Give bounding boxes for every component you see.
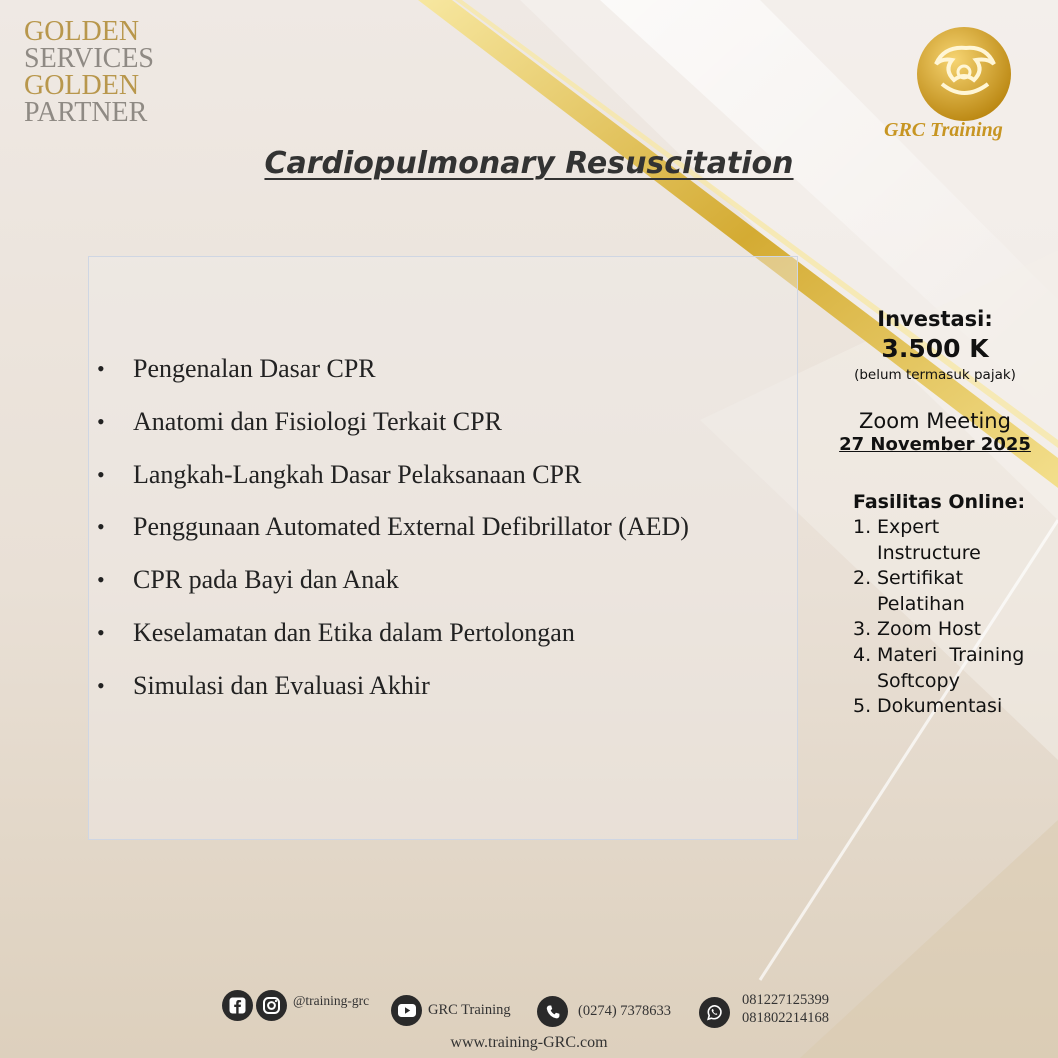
grc-emblem-icon xyxy=(914,24,1014,124)
whatsapp-icon[interactable] xyxy=(699,997,730,1028)
social-handle: @training-grc xyxy=(293,992,370,1008)
phone-icon[interactable] xyxy=(537,996,568,1027)
facility-item xyxy=(853,643,1053,694)
youtube-icon[interactable] xyxy=(391,995,422,1026)
topics-panel xyxy=(88,256,798,840)
topic-item: • Simulasi dan Evaluasi Akhir xyxy=(97,670,689,723)
facility-item xyxy=(853,617,1053,643)
facilities-list xyxy=(853,515,1053,720)
price-info xyxy=(830,306,1040,456)
golden-partner-badge xyxy=(24,18,154,126)
event-mode: Zoom Meeting xyxy=(859,409,1011,433)
investment-price: 3.500 K xyxy=(881,334,989,363)
facilities xyxy=(853,489,1053,720)
youtube-contact[interactable] xyxy=(391,995,511,1026)
topic-item: • Penggunaan Automated External Defibrillator (AED) xyxy=(97,511,689,564)
facility-number: 3. xyxy=(853,618,872,641)
badge-line-3: GOLDEN xyxy=(24,70,140,101)
phone-number: (0274) 7378633 xyxy=(578,1003,672,1019)
social-contact[interactable] xyxy=(222,990,369,1021)
whatsapp-number-2: 081802214168 xyxy=(742,1010,829,1026)
facility-number: 1. xyxy=(853,516,872,538)
logo-name: GRC Training xyxy=(884,119,1003,141)
page-title: Cardiopulmonary Resuscitation xyxy=(264,146,794,181)
facility-text: Materi Training Softcopy xyxy=(877,643,1025,692)
facebook-icon[interactable] xyxy=(222,990,253,1021)
event-date: 27 November 2025 xyxy=(839,434,1031,455)
facility-item xyxy=(853,515,1053,566)
facility-number: 4. xyxy=(853,643,872,666)
facility-text: Zoom Host xyxy=(877,618,982,641)
whatsapp-contact[interactable] xyxy=(699,992,829,1028)
badge-line-4: PARTNER xyxy=(24,97,148,128)
facility-item xyxy=(853,566,1053,617)
investment-label: Investasi: xyxy=(877,307,993,331)
instagram-icon[interactable] xyxy=(256,990,287,1021)
whatsapp-number-1: 081227125399 xyxy=(742,992,829,1008)
tax-note: (belum termasuk pajak) xyxy=(854,367,1016,383)
topic-item: • Anatomi dan Fisiologi Terkait CPR xyxy=(97,406,689,459)
youtube-channel: GRC Training xyxy=(428,1002,511,1018)
facility-text: Sertifikat Pelatihan xyxy=(877,567,965,615)
facility-item xyxy=(853,694,1053,720)
topic-item: • Keselamatan dan Etika dalam Pertolongan xyxy=(97,617,689,670)
facility-number: 2. xyxy=(853,567,872,590)
topic-item: • Langkah-Langkah Dasar Pelaksanaan CPR xyxy=(97,459,689,512)
facility-text: Dokumentasi xyxy=(877,695,1003,718)
whatsapp-numbers xyxy=(742,991,829,1027)
phone-contact[interactable] xyxy=(537,996,671,1027)
facilities-title: Fasilitas Online: xyxy=(853,491,1026,513)
topic-list xyxy=(97,353,689,723)
facility-text: Expert Instructure xyxy=(877,516,981,564)
topic-item: • Pengenalan Dasar CPR xyxy=(97,353,689,406)
website-link[interactable]: www.training-GRC.com xyxy=(450,1034,608,1051)
topic-item: • CPR pada Bayi dan Anak xyxy=(97,564,689,617)
badge-line-1: GOLDEN xyxy=(24,16,140,47)
facility-number: 5. xyxy=(853,695,872,718)
badge-line-2: SERVICES xyxy=(24,43,155,74)
